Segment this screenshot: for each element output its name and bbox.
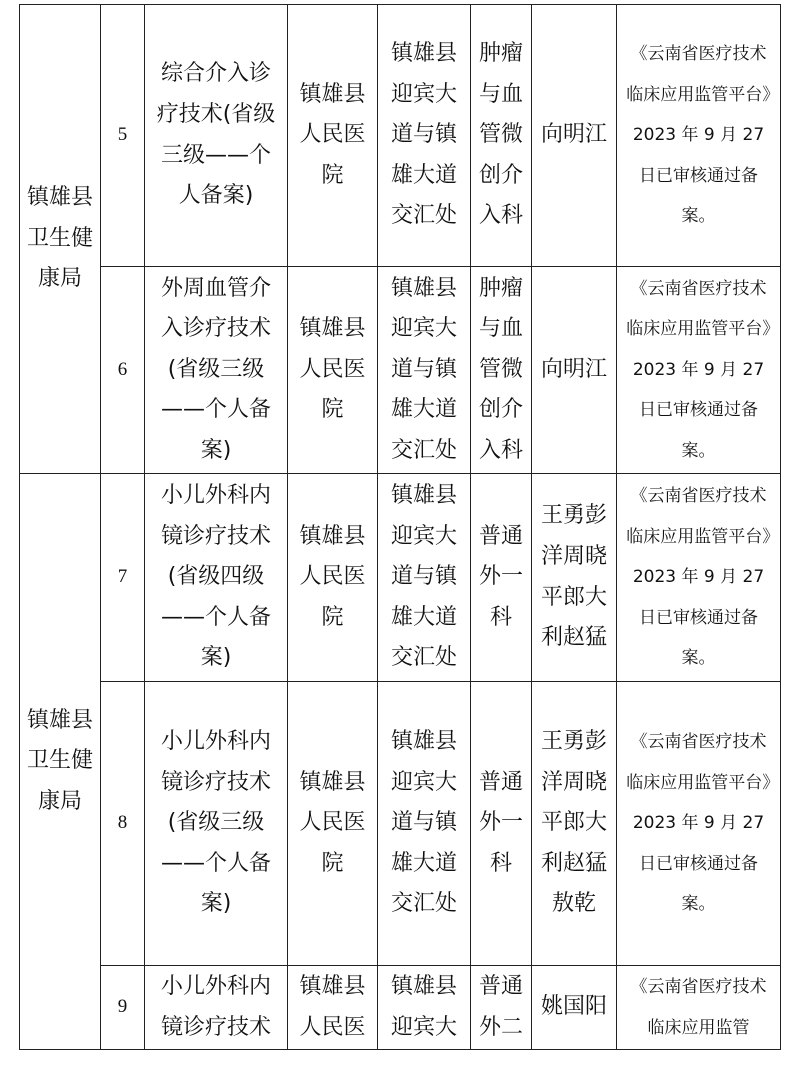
department-name: 普通外一科	[471, 682, 532, 966]
hospital-name: 镇雄县人民医院	[288, 474, 378, 682]
table-row	[20, 5, 781, 267]
staff-names: 姚国阳	[532, 966, 617, 1050]
project-name: 外周血管介入诊疗技术(省级三级——个人备案)	[145, 267, 288, 474]
department-name: 肿瘤与血管微创介入科	[471, 5, 532, 267]
row-number: 8	[101, 682, 145, 966]
hospital-address: 镇雄县迎宾大道与镇雄大道交汇处	[378, 474, 471, 682]
department-name: 普通外二	[471, 966, 532, 1050]
hospital-address: 镇雄县迎宾大道与镇雄大道交汇处	[378, 682, 471, 966]
staff-names: 向明江	[532, 5, 617, 267]
row-number: 6	[101, 267, 145, 474]
table-row	[20, 267, 781, 474]
remark-text: 《云南省医疗技术临床应用监管平台》2023 年 9 月 27 日已审核通过备案。	[617, 682, 781, 966]
remark-text: 《云南省医疗技术临床应用监管平台》2023 年 9 月 27 日已审核通过备案。	[617, 267, 781, 474]
department-name: 普通外一科	[471, 474, 532, 682]
row-number: 7	[101, 474, 145, 682]
remark-text: 《云南省医疗技术临床应用监管平台》2023 年 9 月 27 日已审核通过备案。	[617, 474, 781, 682]
remark-text: 《云南省医疗技术临床应用监管平台》2023 年 9 月 27 日已审核通过备案。	[617, 5, 781, 267]
row-number: 9	[101, 966, 145, 1050]
department-name: 肿瘤与血管微创介入科	[471, 267, 532, 474]
staff-names: 向明江	[532, 267, 617, 474]
hospital-address: 镇雄县迎宾大道与镇雄大道交汇处	[378, 267, 471, 474]
hospital-address: 镇雄县迎宾大	[378, 966, 471, 1050]
project-name: 综合介入诊疗技术(省级三级——个人备案)	[145, 5, 288, 267]
hospital-name: 镇雄县人民医院	[288, 267, 378, 474]
project-name: 小儿外科内镜诊疗技术(省级三级——个人备案)	[145, 682, 288, 966]
remark-text: 《云南省医疗技术临床应用监管	[617, 966, 781, 1050]
hospital-name: 镇雄县人民医院	[288, 5, 378, 267]
table-row	[20, 682, 781, 966]
hospital-name: 镇雄县人民医	[288, 966, 378, 1050]
hospital-name: 镇雄县人民医院	[288, 682, 378, 966]
hospital-address: 镇雄县迎宾大道与镇雄大道交汇处	[378, 5, 471, 267]
table-row	[20, 966, 781, 1050]
project-name: 小儿外科内镜诊疗技术	[145, 966, 288, 1050]
staff-names: 王勇彭洋周晓平郎大利赵猛敖乾	[532, 682, 617, 966]
authority-cell: 镇雄县卫生健康局	[20, 474, 101, 1050]
staff-names: 王勇彭洋周晓平郎大利赵猛	[532, 474, 617, 682]
project-name: 小儿外科内镜诊疗技术(省级四级——个人备案)	[145, 474, 288, 682]
authority-cell: 镇雄县卫生健康局	[20, 5, 101, 474]
row-number: 5	[101, 5, 145, 267]
record-table	[19, 4, 781, 1050]
table-row	[20, 474, 781, 682]
